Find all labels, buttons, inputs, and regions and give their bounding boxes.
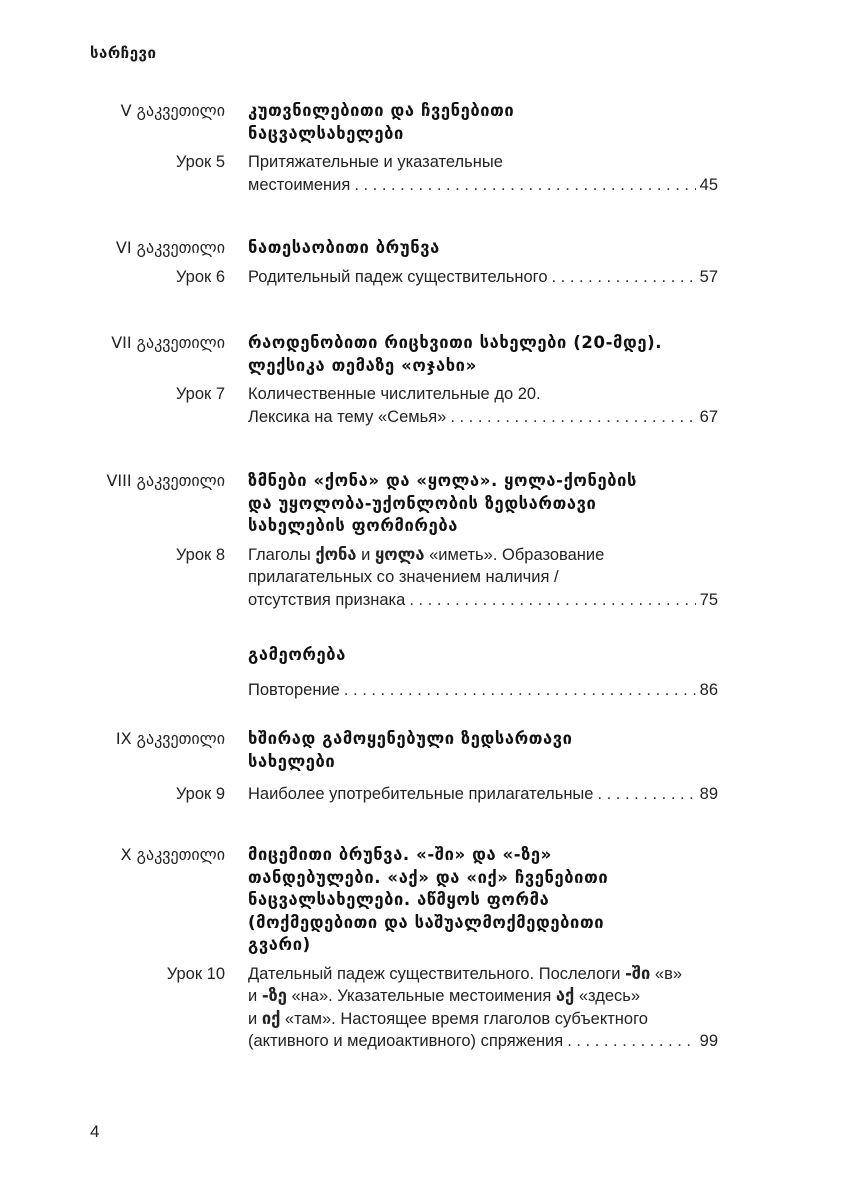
- dot-leader: [409, 589, 695, 612]
- page-number: 4: [90, 1122, 100, 1141]
- lesson-description: [248, 266, 718, 289]
- toc-entry-lesson-5: [0, 100, 843, 196]
- page-header: სარჩევი: [90, 44, 157, 62]
- toc-link[interactable]: отсутствия признака . . . 75: [248, 589, 718, 612]
- dot-leader: [597, 783, 695, 806]
- urok-label: Урок 8: [175, 545, 225, 564]
- lesson-number: V გაკვეთილი: [120, 101, 225, 120]
- dot-leader: [344, 679, 696, 702]
- lesson-number: VI გაკვეთილი: [115, 238, 225, 257]
- lesson-number: X გაკვეთილი: [120, 845, 225, 864]
- urok-label: Урок 6: [175, 267, 225, 286]
- lesson-title: ზმნები «ქონა» და «ყოლა». ყოლა-ქონების და უყოლობა-უქონლობის ზედსართავი სახელების ფორმირება: [248, 471, 637, 535]
- toc-entry-review: [0, 644, 843, 701]
- urok-label: Урок 7: [175, 385, 225, 403]
- toc-link[interactable]: (активного и медиоактивного) спряжения . . . 99: [248, 1030, 718, 1053]
- lesson-description: Притяжательные и указательные местоимения . . . 45: [248, 151, 718, 196]
- urok-label: Урок 5: [175, 153, 225, 171]
- lesson-number: IX გაკვეთილი: [115, 729, 225, 748]
- lesson-title: გამეორება: [248, 645, 346, 664]
- lesson-description: [248, 679, 718, 702]
- lesson-description: [248, 783, 718, 806]
- dot-leader: [567, 1030, 695, 1053]
- lesson-title: კუთვნილებითი და ჩვენებითი ნაცვალსახელები: [248, 101, 515, 143]
- lesson-number: VII გაკვეთილი: [111, 333, 225, 352]
- toc-link[interactable]: Наиболее употребительные прилагательные . . . 89: [248, 783, 718, 806]
- urok-label: Урок 9: [175, 785, 225, 803]
- lesson-description: Количественные числительные до 20. Лексика на тему «Семья» . . . 67: [248, 383, 718, 428]
- lesson-description: Глаголы ქონა и ყოლა «иметь». Образование прилагательных со значением наличия / отсутствия признака . . . 75: [248, 544, 718, 612]
- toc-entry-lesson-6: [0, 237, 843, 288]
- toc-entry-lesson-7: [0, 332, 843, 428]
- page-ref: 75: [699, 590, 718, 609]
- toc-link[interactable]: Лексика на тему «Семья» . . . 67: [248, 406, 718, 429]
- toc-entry-lesson-10: [0, 844, 843, 1053]
- toc-link[interactable]: Родительный падеж существительного . . . 57: [248, 266, 718, 289]
- page-ref: 45: [699, 175, 718, 194]
- page-ref: 86: [699, 680, 718, 699]
- toc-link[interactable]: Повторение . . . 86: [248, 679, 718, 702]
- page-ref: 67: [699, 407, 718, 426]
- page-ref: 57: [699, 267, 718, 286]
- dot-leader: [552, 266, 696, 289]
- lesson-number: VIII გაკვეთილი: [106, 471, 225, 490]
- lesson-title: ხშირად გამოყენებული ზედსართავი სახელები: [248, 729, 573, 771]
- lesson-title: რაოდენობითი რიცხვითი სახელები (20-მდე). ლექსიკა თემაზე «ოჯახი»: [248, 333, 663, 375]
- page-ref: 89: [699, 785, 718, 803]
- lesson-description: Дательный падеж существительного. Послелоги -ში «в» и -ზე «на». Указательные местоимения აქ «здесь» и იქ «там». Настоящее время глаголов субъектного (активного и медиоактивного) спряжения . . . 99: [248, 963, 718, 1053]
- dot-leader: [450, 406, 695, 429]
- urok-label: Урок 10: [166, 964, 225, 983]
- lesson-title: მიცემითი ბრუნვა. «-ში» და «-ზე» თანდებულები. «აქ» და «იქ» ჩვენებითი ნაცვალსახელები. აწმყოს ფორმა (მოქმედებითი და საშუალმოქმედებითი გვარი): [248, 845, 609, 954]
- page-ref: 99: [699, 1032, 718, 1050]
- toc-entry-lesson-8: [0, 470, 843, 611]
- dot-leader: [354, 174, 695, 197]
- lesson-title: ნათესაობითი ბრუნვა: [248, 238, 440, 257]
- toc-link[interactable]: местоимения . . . 45: [248, 174, 718, 197]
- toc-entry-lesson-9: [0, 728, 843, 806]
